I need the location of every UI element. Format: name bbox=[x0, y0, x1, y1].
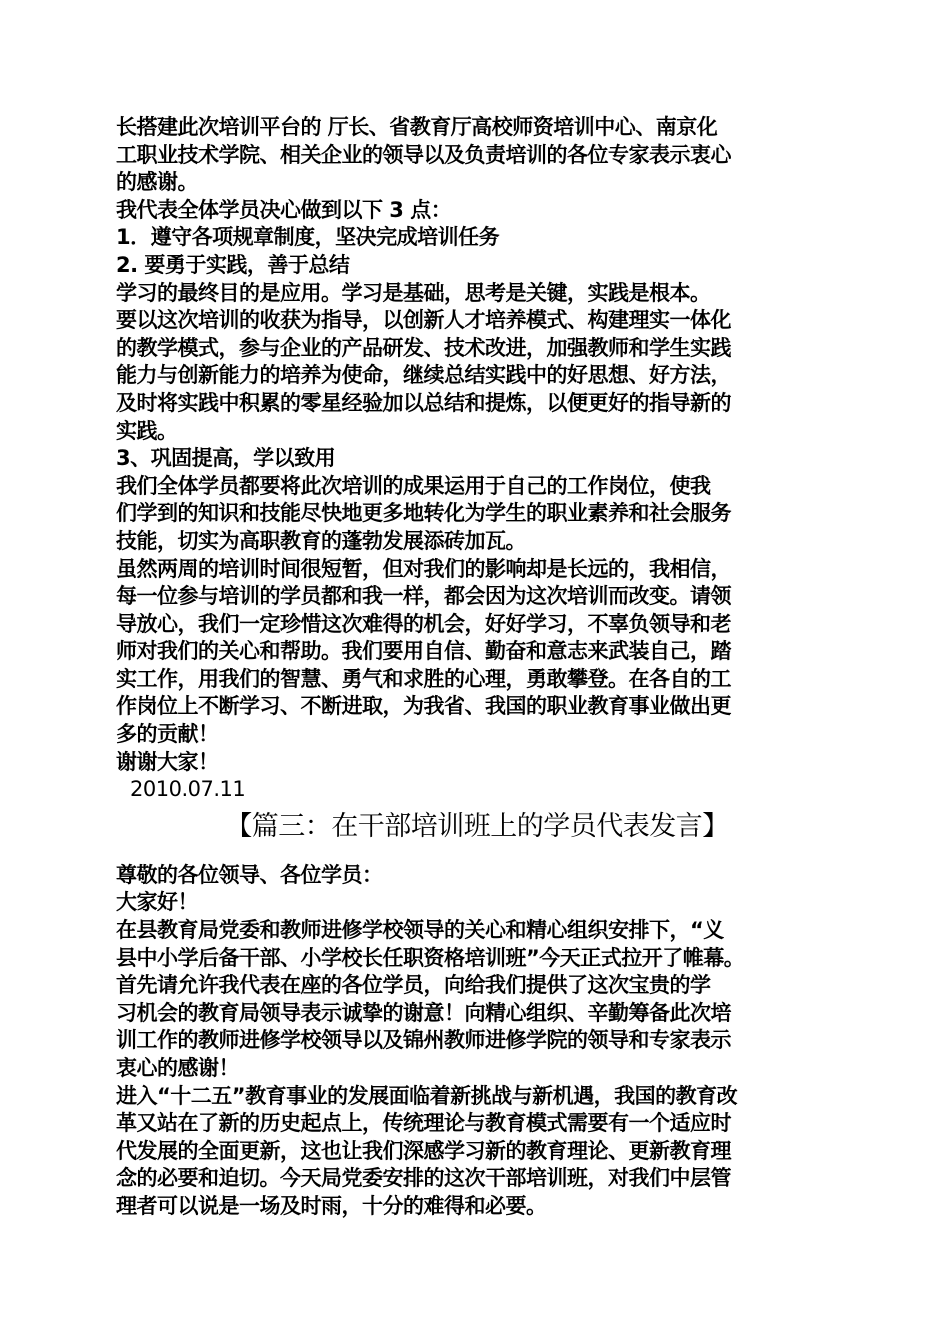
text-line: 多的贡献！ bbox=[116, 722, 219, 747]
text-line: 衷心的感谢！ bbox=[116, 1056, 239, 1080]
text-line: 训工作的教师进修学校领导以及锦州教师进修学院的领导和专家表示 bbox=[116, 1028, 731, 1053]
text-line: 首先请允许我代表在座的各位学员，向给我们提供了这次宝贵的学 bbox=[116, 973, 711, 998]
speech-date: 2010.07.11 bbox=[130, 777, 246, 802]
section-heading: 【篇三：在干部培训班上的学员代表发言】 bbox=[225, 810, 729, 842]
text-line: 师对我们的关心和帮助。我们要用自信、勤奋和意志来武装自己，踏 bbox=[116, 639, 731, 664]
text-line: 我们全体学员都要将此次培训的成果运用于自己的工作岗位，使我 bbox=[116, 473, 711, 498]
document-page bbox=[116, 114, 838, 1221]
text-line: 长搭建此次培训平台的 厅长、省教育厅高校师资培训中心、南京化 bbox=[116, 115, 718, 139]
text-line: 革又站在了新的历史起点上，传统理论与教育模式需要有一个适应时 bbox=[116, 1111, 731, 1136]
text-line: 尊敬的各位领导、各位学员： bbox=[116, 862, 383, 887]
text-line: 进入“十二五”教育事业的发展面临着新挑战与新机遇，我国的教育改 bbox=[116, 1083, 738, 1108]
text-line: 习机会的教育局领导表示诚挚的谢意！向精心组织、辛勤筹备此次培 bbox=[116, 1000, 731, 1025]
text-line: 的教学模式，参与企业的产品研发、技术改进，加强教师和学生实践 bbox=[116, 335, 731, 360]
text-line: 实工作，用我们的智慧、勇气和求胜的心理，勇敢攀登。在各自的工 bbox=[116, 666, 731, 691]
text-line: 及时将实践中积累的零星经验加以总结和提炼，以便更好的指导新的 bbox=[116, 390, 731, 415]
text-line: 县中小学后备干部、小学校长任职资格培训班”今天正式拉开了帷幕。 bbox=[116, 945, 745, 970]
text-line: 学习的最终目的是应用。学习是基础，思考是关键，实践是根本。 bbox=[116, 280, 711, 305]
text-line: 3、巩固提高，学以致用 bbox=[116, 446, 336, 471]
text-line: 虽然两周的培训时间很短暂，但对我们的影响却是长远的，我相信， bbox=[116, 556, 731, 581]
text-line: 大家好！ bbox=[116, 890, 198, 915]
text-line: 的感谢。 bbox=[116, 170, 198, 195]
text-line: 我代表全体学员决心做到以下 3 点： bbox=[116, 197, 452, 222]
text-line: 1．遵守各项规章制度，坚决完成培训任务 bbox=[116, 225, 500, 250]
text-line: 每一位参与培训的学员都和我一样，都会因为这次培训而改变。请领 bbox=[116, 584, 731, 609]
text-line: 2. 要勇于实践，善于总结 bbox=[116, 252, 350, 277]
text-line: 工职业技术学院、相关企业的领导以及负责培训的各位专家表示衷心 bbox=[116, 142, 731, 167]
text-line: 念的必要和迫切。今天局党委安排的这次干部培训班，对我们中层管 bbox=[116, 1166, 731, 1191]
text-line: 要以这次培训的收获为指导，以创新人才培养模式、构建理实一体化 bbox=[116, 308, 731, 333]
text-line: 作岗位上不断学习、不断进取，为我省、我国的职业教育事业做出更 bbox=[116, 694, 731, 719]
text-line: 代发展的全面更新，这也让我们深感学习新的教育理论、更新教育理 bbox=[116, 1138, 731, 1163]
speech-section-one bbox=[116, 114, 838, 804]
text-line: 实践。 bbox=[116, 418, 178, 443]
text-line: 在县教育局党委和教师进修学校领导的关心和精心组织安排下，“义 bbox=[116, 918, 724, 943]
text-line: 能力与创新能力的培养为使命，继续总结实践中的好思想、好方法， bbox=[116, 363, 731, 388]
text-line: 理者可以说是一场及时雨，十分的难得和必要。 bbox=[116, 1193, 547, 1218]
text-line: 技能，切实为高职教育的蓬勃发展添砖加瓦。 bbox=[116, 528, 526, 553]
text-line: 导放心，我们一定珍惜这次难得的机会，好好学习，不辜负领导和老 bbox=[116, 611, 731, 636]
speech-section-two bbox=[116, 862, 838, 1221]
text-line: 谢谢大家！ bbox=[116, 749, 219, 774]
text-line: 们学到的知识和技能尽快地更多地转化为学生的职业素养和社会服务 bbox=[116, 501, 731, 526]
